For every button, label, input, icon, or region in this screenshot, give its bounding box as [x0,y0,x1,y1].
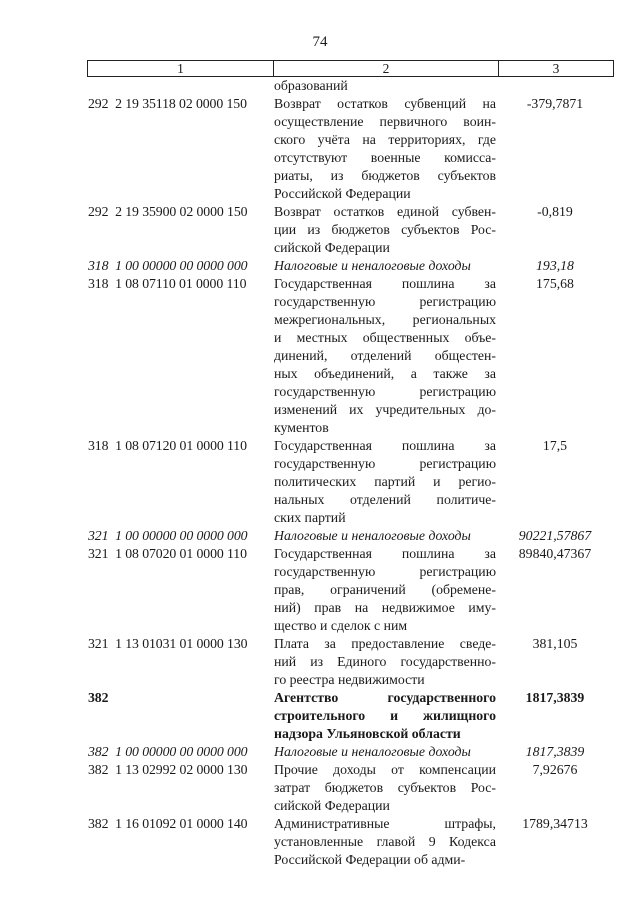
revenue-description [274,275,496,437]
description-line: образований [274,78,348,93]
page-number: 74 [312,34,328,50]
amount: 89840,47367 [518,546,592,561]
amount: 1789,34713 [522,816,588,831]
description-line: сийской Федерации [274,240,390,255]
description-line: политических партий и регио- [274,474,496,489]
budget-code: 318 1 08 07110 01 0000 110 [88,276,247,291]
amount: -0,819 [537,204,573,219]
description-line: межрегиональных, региональных [274,312,496,327]
description-line: ского учёта на территориях, где [274,132,496,147]
description-line: кументов [274,420,329,435]
table-row [88,743,614,761]
table-row [88,545,614,635]
description-line: осуществление первичного воин- [274,114,496,129]
description-line: государственную регистрацию [274,384,496,399]
amount: 175,68 [536,276,574,291]
revenue-description [274,635,496,689]
budget-code: 382 1 00 00000 00 0000 000 [88,744,248,759]
amount: -379,7871 [526,96,584,111]
description-line: сийской Федерации [274,798,390,813]
revenue-description [274,761,496,815]
amount: 1817,3839 [525,744,585,759]
description-line: государственную регистрацию [274,564,496,579]
description-line: Российской Федерации [274,186,411,201]
budget-code: 321 1 08 07020 01 0000 110 [88,546,247,561]
description-line: затрат бюджетов субъектов Рос- [274,780,496,795]
amount: 90221,57867 [518,528,592,543]
table-row [88,527,614,545]
description-line: Налоговые и неналоговые доходы [274,528,471,543]
header-col-1: 1 [88,61,274,76]
revenue-description [274,527,496,545]
table-row [88,635,614,689]
revenue-description [274,77,496,95]
description-line: нальных отделений политиче- [274,492,496,507]
revenue-description [274,815,496,869]
description-line: динений, отделений общестен- [274,348,496,363]
description-line: изменений их учредительных до- [274,402,496,417]
description-line: ний из Единого государственно- [274,654,496,669]
description-line: прав, ограничений (обремене- [274,582,496,597]
description-line: Возврат остатков единой субвен- [274,204,496,219]
table-row [88,815,614,869]
description-line: государственную регистрацию [274,456,496,471]
description-line: установленные главой 9 Кодекса [274,834,496,849]
description-line: го реестра недвижимости [274,672,425,687]
description-line: Государственная пошлина за [274,438,496,453]
table-row [88,203,614,257]
description-line: Плата за предоставление сведе- [274,636,496,651]
budget-code: 321 1 13 01031 01 0000 130 [88,636,248,651]
budget-code: 382 1 13 02992 02 0000 130 [88,762,248,777]
table-row [88,437,614,527]
table-row [88,275,614,437]
description-line: риаты, из бюджетов субъектов [274,168,496,183]
budget-code: 321 1 00 00000 00 0000 000 [88,528,248,543]
amount: 193,18 [536,258,574,273]
revenue-description [274,545,496,635]
description-line: Возврат остатков субвенций на [274,96,496,111]
budget-code: 318 1 08 07120 01 0000 110 [88,438,247,453]
description-line: ний) прав на недвижимое иму- [274,600,496,615]
amount: 17,5 [542,438,568,453]
description-line: строительного и жилищного [274,708,496,723]
budget-code: 318 1 00 00000 00 0000 000 [88,258,248,273]
description-line: Прочие доходы от компенсации [274,762,496,777]
revenue-description [274,743,496,761]
revenue-description [274,95,496,203]
amount: 1817,3839 [525,690,585,705]
header-col-3: 3 [552,61,560,76]
description-line: отсутствуют военные комисса- [274,150,496,165]
table-row [88,77,614,95]
budget-code: 292 2 19 35900 02 0000 150 [88,204,248,219]
description-line: ских партий [274,510,346,525]
description-line: Государственная пошлина за [274,276,496,291]
description-line: Государственная пошлина за [274,546,496,561]
table-header [87,60,614,77]
amount: 7,92676 [532,762,578,777]
amount: 381,105 [532,636,578,651]
description-line: Налоговые и неналоговые доходы [274,258,471,273]
revenue-description [274,437,496,527]
description-line: ных объединений, а также за [274,366,496,381]
table-body [88,77,614,869]
description-line: надзора Ульяновской области [274,726,461,741]
revenue-description [274,689,496,743]
revenue-description [274,257,496,275]
description-line: и местных общественных объе- [274,330,496,345]
budget-code: 382 1 16 01092 01 0000 140 [88,816,248,831]
description-line: ции из бюджетов субъектов Рос- [274,222,496,237]
table-row [88,95,614,203]
description-line: Административные штрафы, [274,816,496,831]
table-row [88,689,614,743]
revenue-description [274,203,496,257]
budget-code: 382 [88,690,109,705]
description-line: Агентство государственного [274,690,496,705]
budget-code: 292 2 19 35118 02 0000 150 [88,96,247,111]
table-row [88,761,614,815]
description-line: щество и сделок с ним [274,618,408,633]
table-row [88,257,614,275]
description-line: Российской Федерации об адми- [274,852,466,867]
description-line: государственную регистрацию [274,294,496,309]
header-col-2: 2 [274,61,499,76]
description-line: Налоговые и неналоговые доходы [274,744,471,759]
